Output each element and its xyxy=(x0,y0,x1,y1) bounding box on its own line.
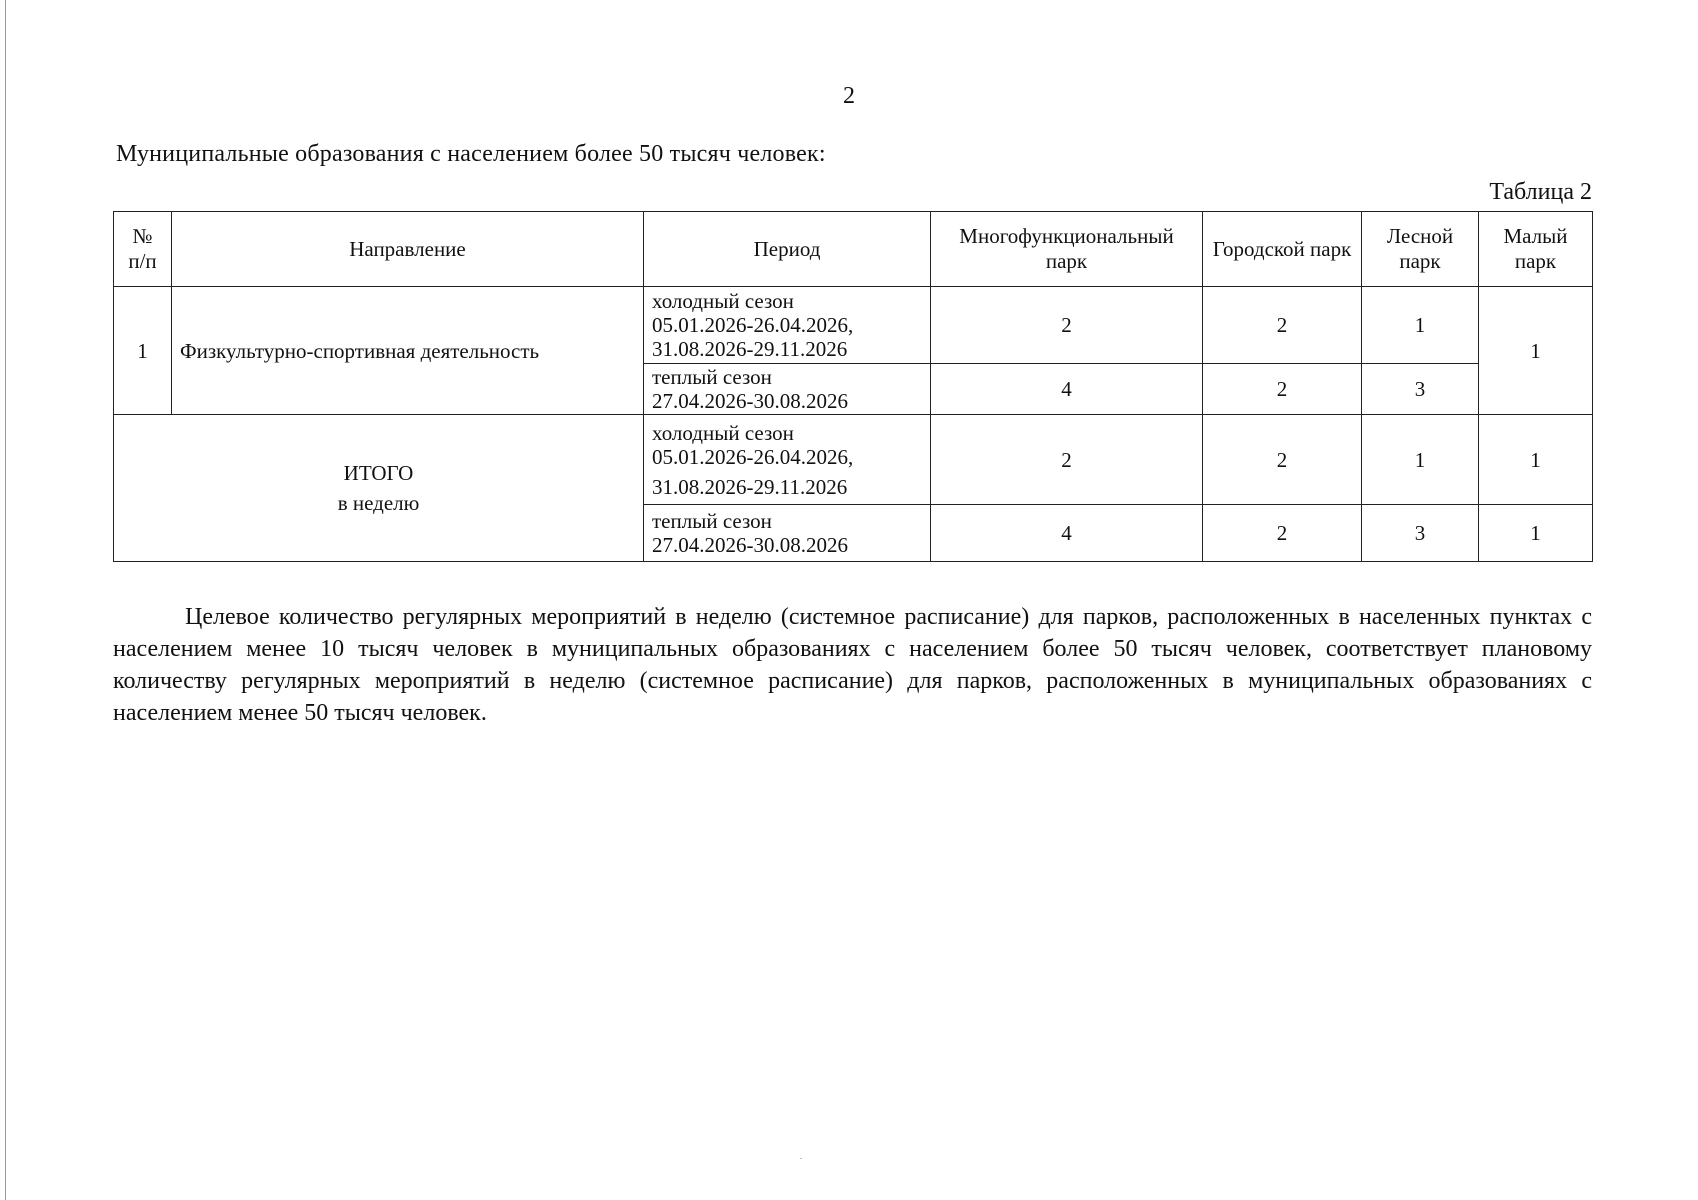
row1-cold-multi: 2 xyxy=(931,287,1203,364)
total-cold-season: холодный сезон xyxy=(652,420,794,445)
total-cold-multi: 2 xyxy=(931,415,1203,505)
header-forest-park: Лесной парк xyxy=(1362,212,1479,287)
row1-cold-period xyxy=(644,287,931,364)
table-row xyxy=(114,287,1593,364)
row1-warm-forest: 3 xyxy=(1362,364,1479,415)
header-direction: Направление xyxy=(172,212,644,287)
scan-artifact xyxy=(800,1158,802,1159)
row1-warm-season: теплый сезон xyxy=(652,365,772,389)
total-cold-dates1: 05.01.2026-26.04.2026, xyxy=(652,444,854,469)
table-row xyxy=(114,415,1593,505)
schedule-table xyxy=(113,211,1593,562)
row1-cold-dates2: 31.08.2026-29.11.2026 xyxy=(652,337,848,361)
total-warm-period xyxy=(644,505,931,562)
header-small-park: Малый парк xyxy=(1479,212,1593,287)
total-cold-small: 1 xyxy=(1479,415,1593,505)
intro-text: Муниципальные образования с населением более 50 тысяч человек: xyxy=(116,141,826,167)
row1-warm-dates1: 27.04.2026-30.08.2026 xyxy=(652,389,848,413)
row1-cold-city: 2 xyxy=(1203,287,1362,364)
total-label: ИТОГО xyxy=(343,461,414,485)
row1-warm-city: 2 xyxy=(1203,364,1362,415)
total-warm-season: теплый сезон xyxy=(652,509,772,533)
total-cold-period xyxy=(644,415,931,505)
row1-cold-season: холодный сезон xyxy=(652,289,794,313)
total-cold-city: 2 xyxy=(1203,415,1362,505)
total-cold-forest: 1 xyxy=(1362,415,1479,505)
body-paragraph xyxy=(113,601,1592,729)
row1-small: 1 xyxy=(1479,287,1593,415)
paragraph-text: Целевое количество регулярных мероприятий в неделю (системное расписание) для парков, расположенных в населенных пунктах с населением менее 10 тысяч человек в муниципальных образованиях с населением более 50 тысяч человек, соответствует плановому количеству регулярных мероприятий в неделю (системное расписание) для парков, расположенных в муниципальных образованиях с населением менее 50 тысяч человек. xyxy=(113,604,1592,726)
total-warm-city: 2 xyxy=(1203,505,1362,562)
table-caption: Таблица 2 xyxy=(1489,179,1592,205)
header-period: Период xyxy=(644,212,931,287)
total-warm-dates1: 27.04.2026-30.08.2026 xyxy=(652,533,848,557)
header-city-park: Городской парк xyxy=(1203,212,1362,287)
total-cold-dates2: 31.08.2026-29.11.2026 xyxy=(652,474,848,499)
row1-warm-period xyxy=(644,364,931,415)
row1-num: 1 xyxy=(114,287,172,415)
total-warm-multi: 4 xyxy=(931,505,1203,562)
row1-cold-forest: 1 xyxy=(1362,287,1479,364)
page-left-edge xyxy=(5,0,6,1200)
row1-direction: Физкультурно-спортивная деятельность xyxy=(172,287,644,415)
total-warm-small: 1 xyxy=(1479,505,1593,562)
page-number: 2 xyxy=(843,83,855,109)
total-sublabel: в неделю xyxy=(337,491,420,515)
row1-cold-dates1: 05.01.2026-26.04.2026, xyxy=(652,313,854,337)
total-label-cell xyxy=(114,415,644,562)
row1-warm-multi: 4 xyxy=(931,364,1203,415)
total-warm-forest: 3 xyxy=(1362,505,1479,562)
table-header-row xyxy=(114,212,1593,287)
header-multifunctional-park: Многофункциональный парк xyxy=(931,212,1203,287)
header-num: № п/п xyxy=(114,212,172,287)
